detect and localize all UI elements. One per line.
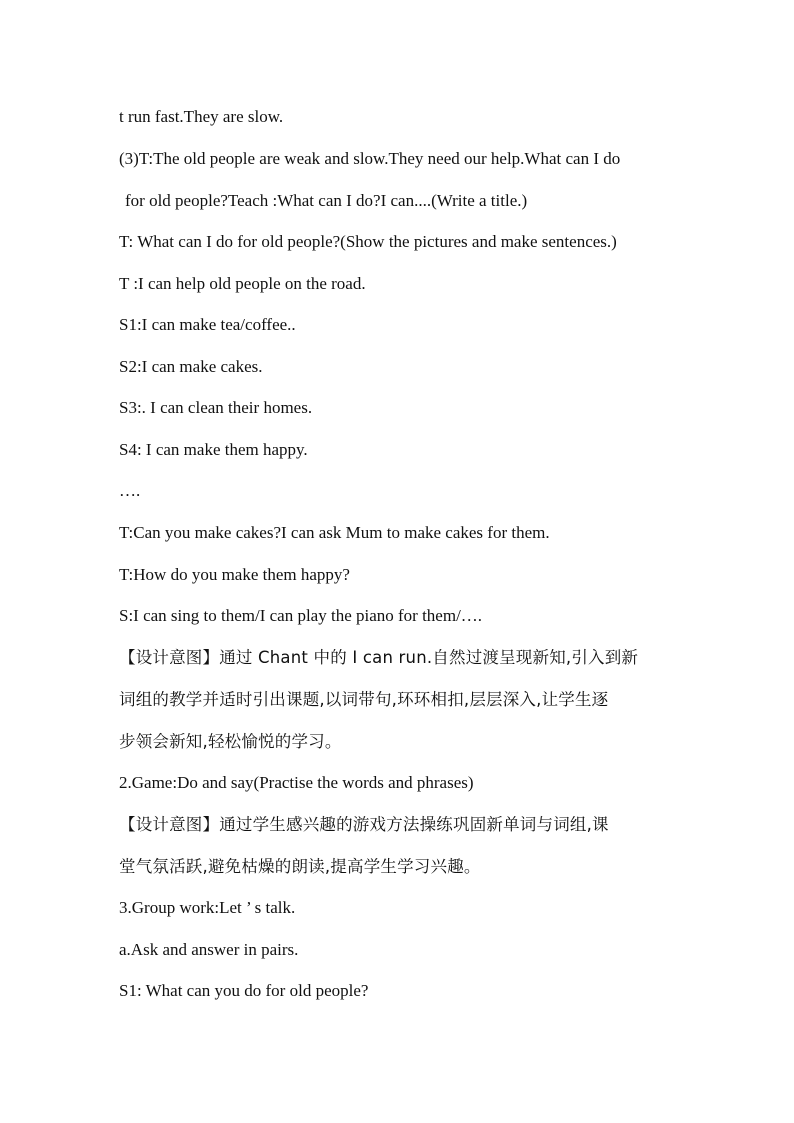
text-line: a.Ask and answer in pairs.	[119, 940, 299, 959]
design-intent-line: 堂气氛活跃,避免枯燥的朗读,提高学生学习兴趣。	[119, 857, 481, 876]
text-line: S1:I can make tea/coffee..	[119, 315, 296, 334]
design-intent-line: 步领会新知,轻松愉悦的学习。	[119, 732, 342, 751]
section-heading: 3.Group work:Let ’ s talk.	[119, 898, 296, 917]
text-line: t run fast.They are slow.	[119, 107, 284, 126]
text-line: S1: What can you do for old people?	[119, 981, 369, 1000]
text-line: S2:I can make cakes.	[119, 357, 263, 376]
design-intent-line: 词组的教学并适时引出课题,以词带句,环环相扣,层层深入,让学生逐	[119, 690, 609, 709]
text-line: (3)T:The old people are weak and slow.They need our help.What can I do	[119, 149, 621, 168]
design-intent-line: 【设计意图】通过学生感兴趣的游戏方法操练巩固新单词与词组,课	[119, 815, 609, 834]
text-line: for old people?Teach :What can I do?I can....(Write a title.)	[125, 191, 528, 210]
text-line: ….	[119, 481, 141, 500]
text-line: S3:. I can clean their homes.	[119, 398, 313, 417]
text-line: S4: I can make them happy.	[119, 440, 308, 459]
design-intent-line: 【设计意图】通过 Chant 中的 I can run.自然过渡呈现新知,引入到新	[119, 648, 639, 667]
text-line: T: What can I do for old people?(Show the pictures and make sentences.)	[119, 232, 617, 251]
text-line: T :I can help old people on the road.	[119, 274, 366, 293]
text-line: S:I can sing to them/I can play the piano for them/….	[119, 606, 483, 625]
text-line: T:How do you make them happy?	[119, 565, 350, 584]
section-heading: 2.Game:Do and say(Practise the words and phrases)	[119, 773, 474, 792]
text-line: T:Can you make cakes?I can ask Mum to make cakes for them.	[119, 523, 550, 542]
